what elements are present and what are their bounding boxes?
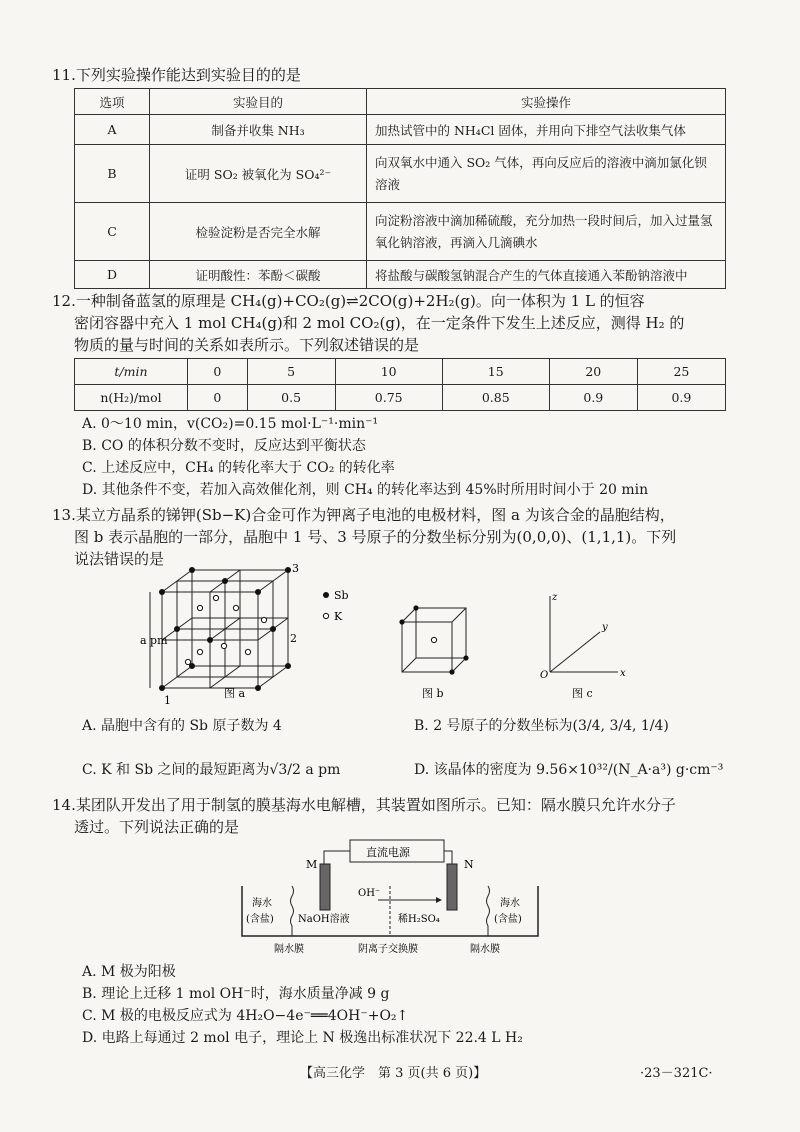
figure-a-k-atoms [185,595,266,664]
q11-row-c-option: C [75,203,150,261]
dc-power-label: 直流电源 [366,846,410,859]
figure-b-k-atom [431,637,436,642]
y-axis-label: y [602,622,608,633]
q12-time-cell: 25 [637,359,725,385]
legend-k-dot [323,613,328,618]
q11-header-purpose: 实验目的 [150,89,367,115]
q11-row-d-option: D [75,261,150,289]
q12-line3: 物质的量与时间的关系如表所示。下列叙述错误的是 [74,336,420,354]
q12-time-cell: 5 [247,359,335,385]
q12-time-cell: 10 [335,359,442,385]
membrane-right-label: 隔水膜 [470,944,500,955]
salt-right-label: (含盐) [494,914,522,925]
q11-row-b-operation: 向双氧水中通入 SO₂ 气体，再向反应后的溶液中滴加氯化钡溶液 [367,145,726,203]
footer-code: ·23－321C· [640,1066,713,1081]
q14-option-d: D. 电路上每通过 2 mol 电子，理论上 N 极逸出标准状况下 22.4 L H₂ [82,1030,523,1046]
q11-row-c-purpose: 检验淀粉是否完全水解 [150,203,367,261]
q14-option-b: B. 理论上迁移 1 mol OH⁻时，海水质量净减 9 g [82,986,390,1002]
q11-row-b-option: B [75,145,150,203]
q13-figures [140,560,640,710]
seawater-left-label: 海水 [252,898,272,909]
figure-b-caption: 图 b [422,687,444,700]
q13-option-d: D. 该晶体的密度为 9.56×10³²/(N_A·a³) g·cm⁻³ [414,762,724,778]
q12-value-cell: 0.75 [335,385,442,411]
q13-option-c: C. K 和 Sb 之间的最短距离为√3/2 a pm [82,762,341,778]
origin-label: O [540,670,549,681]
q11-header-option: 选项 [75,89,150,115]
q12-time-cell: 20 [549,359,637,385]
seawater-right-label: 海水 [500,898,520,909]
h2so4-label: 稀H₂SO₄ [398,914,440,925]
q14-option-c: C. M 极的电极反应式为 4H₂O−4e⁻══4OH⁻+O₂↑ [82,1008,409,1024]
q11-stem: 11.下列实验操作能达到实验目的的是 [52,66,301,84]
membrane-center-label: 阴离子交换膜 [358,944,418,955]
atom-2-label: 2 [290,632,297,645]
atom-1-label: 1 [164,694,171,707]
atom-3-label: 3 [292,562,299,575]
legend-sb-dot [323,592,329,598]
electrode-m-label: M [306,858,318,871]
y-axis [550,632,600,672]
electrode-m [320,864,330,910]
x-axis-label: x [620,668,626,679]
electrode-n [447,864,457,910]
q13-line3: 说法错误的是 [74,550,165,568]
q12-line2: 密闭容器中充入 1 mol CH₄(g)和 2 mol CO₂(g)，在一定条件下发生上述反应，测得 H₂ 的 [74,314,685,332]
q13-line2: 图 b 表示晶胞的一部分，晶胞中 1 号、3 号原子的分数坐标分别为(0,0,0)、(1,1,1)。下列 [74,528,677,546]
q14-line2: 透过。下列说法正确的是 [74,818,240,836]
a-pm-label: a pm [140,634,168,647]
q11-row-d-operation: 将盐酸与碳酸氢钠混合产生的气体直接通入苯酚钠溶液中 [367,261,726,289]
q11-header-operation: 实验操作 [367,89,726,115]
figure-a-lattice [162,570,288,688]
figure-c-caption: 图 c [572,687,593,700]
q12-option-b: B. CO 的体积分数不变时，反应达到平衡状态 [82,438,366,454]
membrane-left [291,886,294,936]
q11-row-a-purpose: 制备并收集 NH₃ [150,115,367,145]
q12-table [74,358,726,411]
q11-row-a-operation: 加热试管中的 NH₄Cl 固体，并用向下排空气法收集气体 [367,115,726,145]
z-axis-label: z [552,592,558,603]
q11-row-c-operation: 向淀粉溶液中滴加稀硫酸，充分加热一段时间后，加入过量氢氧化钠溶液，再滴入几滴碘水 [367,203,726,261]
q14-option-a: A. M 极为阳极 [82,964,176,980]
q11-row-a-option: A [75,115,150,145]
q12-option-a: A. 0～10 min，v(CO₂)=0.15 mol·L⁻¹·min⁻¹ [82,416,379,432]
q11-table [74,88,726,289]
legend-sb-label: Sb [334,589,349,602]
q12-value-cell: 0.9 [549,385,637,411]
membrane-left-label: 隔水膜 [274,944,304,955]
q12-value-cell: 0.5 [247,385,335,411]
q12-value-cell: 0.85 [442,385,549,411]
q12-time-cell: 15 [442,359,549,385]
electrode-n-label: N [464,858,474,871]
oh-arrow-head [436,897,442,903]
q11-row-b-purpose: 证明 SO₂ 被氧化为 SO₄²⁻ [150,145,367,203]
q13-line1: 13.某立方晶系的锑钾(Sb−K)合金可作为钾离子电池的电极材料，图 a 为该合金的晶胞结构， [52,506,675,524]
q13-option-a: A. 晶胞中含有的 Sb 原子数为 4 [82,718,282,734]
q14-line1: 14.某团队开发出了用于制氢的膜基海水电解槽，其装置如图所示。已知：隔水膜只允许水分子 [52,796,676,814]
naoh-label: NaOH溶液 [298,914,350,925]
figure-a-caption: 图 a [224,687,246,700]
legend-k-label: K [334,610,343,623]
q12-option-d: D. 其他条件不变，若加入高效催化剂，则 CH₄ 的转化率达到 45%时所用时间小于 20 min [82,482,649,498]
wire-left [324,851,350,864]
q12-value-cell: 0.9 [637,385,725,411]
q11-row-d-purpose: 证明酸性：苯酚＜碳酸 [150,261,367,289]
footer-page-info: 【高三化学 第 3 页(共 6 页)】 [300,1066,487,1081]
q12-value-cell: 0 [188,385,248,411]
q12-option-c: C. 上述反应中，CH₄ 的转化率大于 CO₂ 的转化率 [82,460,395,476]
salt-left-label: (含盐) [246,914,274,925]
q14-electrolyzer-diagram [240,838,560,956]
membrane-right [487,886,490,936]
q13-option-b: B. 2 号原子的分数坐标为(3/4, 3/4, 1/4) [414,718,669,734]
q12-time-cell: 0 [188,359,248,385]
q12-row-time-label: t/min [75,359,188,385]
q12-line1: 12.一种制备蓝氢的原理是 CH₄(g)+CO₂(g)⇌2CO(g)+2H₂(g)。向一体积为 1 L 的恒容 [52,292,645,310]
wire-right [444,851,452,864]
oh-ion-label: OH⁻ [358,888,381,899]
q12-row-h2-label: n(H₂)/mol [75,385,188,411]
